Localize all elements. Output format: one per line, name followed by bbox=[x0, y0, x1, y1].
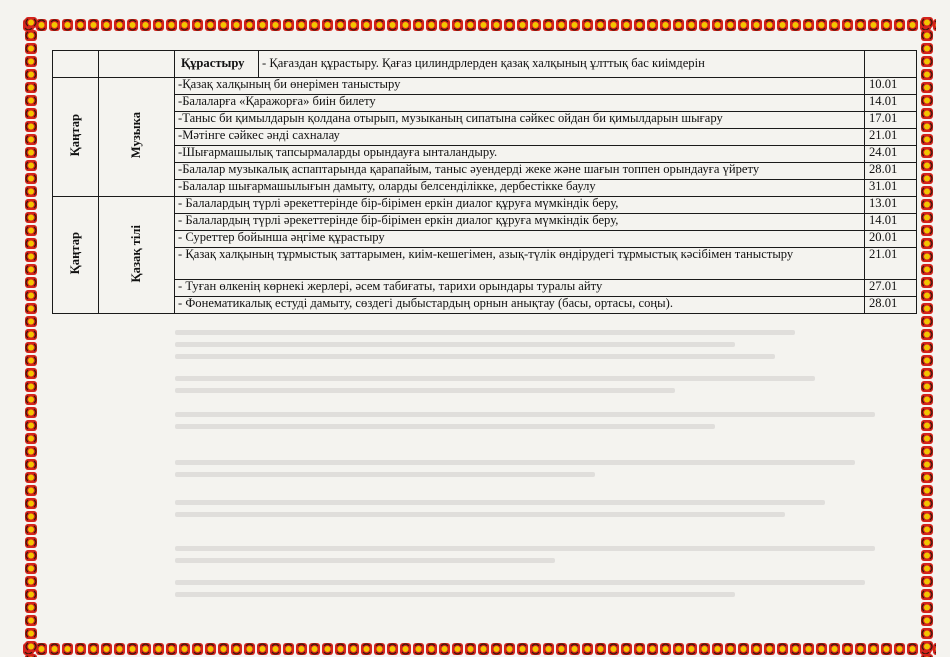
date-cell: 28.01 bbox=[865, 163, 917, 180]
kazakh-section bbox=[53, 197, 917, 314]
activity-label: Құрастыру bbox=[175, 51, 259, 78]
date-cell: 17.01 bbox=[865, 112, 917, 129]
date-cell: 28.01 bbox=[865, 297, 917, 314]
activity-text: - Қағаздан құрастыру. Қағаз цилиндрлерден қазақ халқының ұлттық бас киімдерін bbox=[259, 51, 865, 78]
bleed-line bbox=[175, 472, 595, 477]
table-row bbox=[53, 280, 917, 297]
empty-cell bbox=[53, 51, 99, 78]
subject-label: Қазақ тілі bbox=[128, 224, 143, 283]
date-cell: 27.01 bbox=[865, 280, 917, 297]
date-cell: 24.01 bbox=[865, 146, 917, 163]
activity-text: -Қазақ халқының би өнерімен таныстыру bbox=[175, 78, 865, 95]
bleed-line bbox=[175, 412, 875, 417]
bleed-line bbox=[175, 580, 865, 585]
table-row bbox=[53, 78, 917, 95]
bleed-line bbox=[175, 546, 875, 551]
activity-text: - Қазақ халқының тұрмыстық заттарымен, киім-кешегімен, азық-түлік өндірудегі тұрмыстық кәсібімен таныстыру bbox=[175, 248, 865, 280]
table-row bbox=[53, 129, 917, 146]
activity-text: - Балалардың түрлі әрекеттерінде бір-бірімен еркін диалог құруға мүмкіндік беру, bbox=[175, 214, 865, 231]
table-row bbox=[53, 180, 917, 197]
bleed-line bbox=[175, 354, 775, 359]
date-cell: 21.01 bbox=[865, 248, 917, 280]
table-row bbox=[53, 231, 917, 248]
bleed-line bbox=[175, 500, 825, 505]
date-cell: 14.01 bbox=[865, 214, 917, 231]
activity-text: -Шығармашылық тапсырмаларды орындауға ынталандыру. bbox=[175, 146, 865, 163]
bleed-line bbox=[175, 342, 735, 347]
bleed-line bbox=[175, 460, 855, 465]
table-row-header bbox=[53, 51, 917, 78]
activity-text: -Мәтінге сәйкес әнді сахналау bbox=[175, 129, 865, 146]
date-cell: 20.01 bbox=[865, 231, 917, 248]
activity-text: - Туған өлкенің көрнекі жерлері, әсем табиғаты, тарихи орындары туралы айту bbox=[175, 280, 865, 297]
bleed-line bbox=[175, 376, 815, 381]
activity-text: - Суреттер бойынша әңгіме құрастыру bbox=[175, 231, 865, 248]
activity-text: - Фонематикалық естуді дамыту, сөздегі дыбыстардың орнын анықтау (басы, ортасы, соңы). bbox=[175, 297, 865, 314]
month-label: Қаңтар bbox=[67, 114, 82, 157]
activity-text: -Балаларға «Қаражорға» биін билету bbox=[175, 95, 865, 112]
bleed-line bbox=[175, 558, 555, 563]
subject-label: Музыка bbox=[128, 112, 143, 159]
date-cell: 21.01 bbox=[865, 129, 917, 146]
bleed-line bbox=[175, 512, 785, 517]
table-row bbox=[53, 297, 917, 314]
date-cell: 10.01 bbox=[865, 78, 917, 95]
ornament-border-left bbox=[22, 16, 40, 657]
bleed-through-text bbox=[175, 330, 895, 630]
activity-text: -Балалар музыкалық аспаптарында қарапайым, таныс әуендерді жеке және шағын топпен орындауға үйрету bbox=[175, 163, 865, 180]
date-cell bbox=[865, 51, 917, 78]
ornament-border-right bbox=[918, 16, 936, 657]
table-row bbox=[53, 163, 917, 180]
month-cell bbox=[53, 197, 99, 314]
ornament-border-top bbox=[22, 16, 936, 34]
bleed-line bbox=[175, 592, 735, 597]
month-label: Қаңтар bbox=[67, 232, 82, 275]
activity-text: -Таныс би қимылдарын қолдана отырып, музыканың сипатына сәйкес ойдан би қимылдарын шығару bbox=[175, 112, 865, 129]
table-row bbox=[53, 248, 917, 280]
date-cell: 13.01 bbox=[865, 197, 917, 214]
bleed-line bbox=[175, 388, 675, 393]
empty-cell bbox=[99, 51, 175, 78]
month-cell bbox=[53, 78, 99, 197]
activity-text: -Балалар шығармашылығын дамыту, оларды белсенділікке, дербестікке баулу bbox=[175, 180, 865, 197]
date-cell: 31.01 bbox=[865, 180, 917, 197]
table-row bbox=[53, 112, 917, 129]
table-row bbox=[53, 214, 917, 231]
bleed-line bbox=[175, 424, 715, 429]
ornament-border-bottom bbox=[22, 640, 936, 657]
music-section bbox=[53, 78, 917, 197]
table-row bbox=[53, 95, 917, 112]
curriculum-table bbox=[52, 50, 917, 314]
date-cell: 14.01 bbox=[865, 95, 917, 112]
table-row bbox=[53, 146, 917, 163]
table-row bbox=[53, 197, 917, 214]
activity-text: - Балалардың түрлі әрекеттерінде бір-бірімен еркін диалог құруға мүмкіндік беру, bbox=[175, 197, 865, 214]
subject-cell bbox=[99, 197, 175, 314]
subject-cell bbox=[99, 78, 175, 197]
bleed-line bbox=[175, 330, 795, 335]
